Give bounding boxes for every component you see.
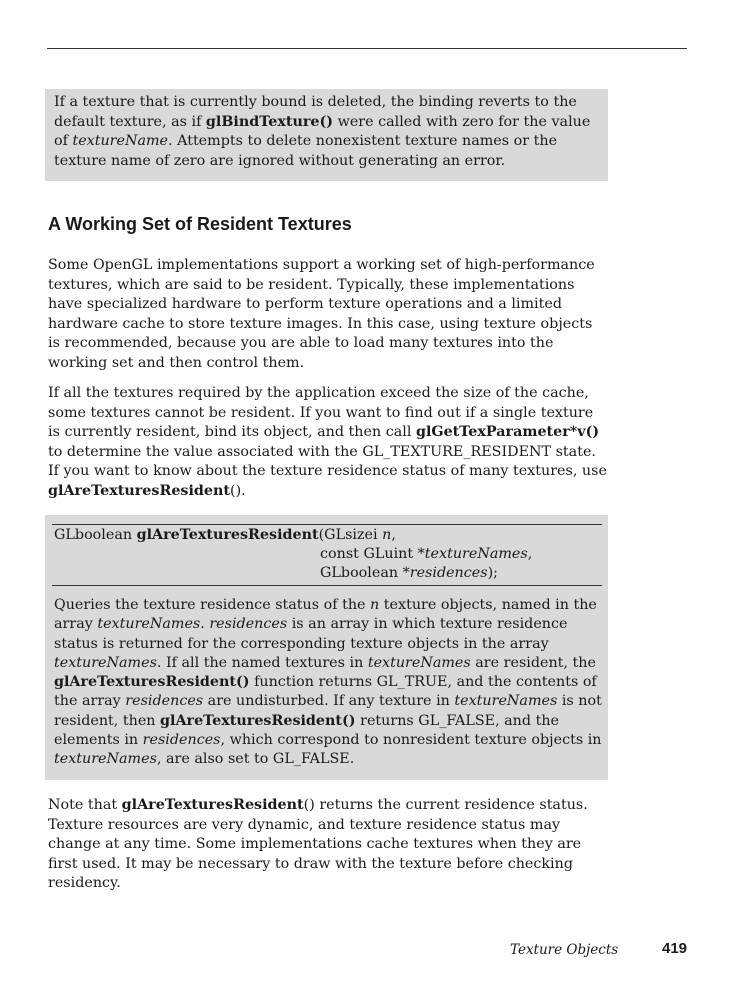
parameter-name: textureNames <box>454 693 558 710</box>
note-text: If a texture that is currently bound is deleted, the binding reverts to the default texture, as if <box>54 94 577 130</box>
signature-line-3 <box>320 564 498 584</box>
signature-line-1 <box>54 526 396 546</box>
function-name: glBindTexture() <box>205 113 334 130</box>
description-text: are undisturbed. If any texture in <box>203 693 455 710</box>
function-name: glAreTexturesResident <box>136 527 319 543</box>
function-description <box>54 596 602 770</box>
description-text: Queries the texture residence status of the <box>54 597 371 613</box>
parameter-name: textureNames <box>97 616 201 633</box>
note-text: . Attempts to delete nonexistent texture names or the texture name of zero are ignored without generating an error. <box>54 133 558 169</box>
function-name: glAreTexturesResident() <box>54 674 250 691</box>
signature-text: , <box>391 527 396 543</box>
parameter-type: GLboolean <box>320 565 403 581</box>
section-heading: A Working Set of Resident Textures <box>48 214 352 234</box>
function-name: glAreTexturesResident <box>48 482 230 499</box>
parameter-name: residences <box>142 732 221 749</box>
function-definition-box <box>45 515 608 780</box>
paragraph-resident-textures: Some OpenGL implementations support a working set of high-performance textures, which are said to be resident. Typically, these implementations have specialized hardware to perform texture operations and a limited hardware cache to store texture images. In this case, using texture objects is recommended, because you are able to load many textures into the working set and then control them. <box>48 257 595 371</box>
function-name: glAreTexturesResident() <box>160 712 356 729</box>
description-text: , are also set to GL_FALSE. <box>156 751 355 768</box>
description-text: function returns GL_TRUE, and the contents of the array <box>54 674 597 710</box>
header-rule <box>47 48 687 49</box>
note-box <box>45 89 608 181</box>
paragraph-text: Note that <box>48 797 122 813</box>
description-text: texture objects, named in the array <box>54 597 597 633</box>
paragraph-text: If all the textures required by the application exceed the size of the cache, some textures cannot be resident. If you want to find out if a single texture is currently resident, bind its object, and then call <box>48 385 594 440</box>
note-text: were called with zero for the value of <box>54 113 591 149</box>
parameter-name: textureName <box>72 133 169 149</box>
return-type: GLboolean <box>54 527 137 543</box>
description-text: are resident, the <box>470 654 596 671</box>
parameter-type: const GLuint <box>320 546 418 562</box>
signature-text: , <box>527 546 533 562</box>
signature-text: (GLsizei <box>318 527 383 543</box>
description-text: . <box>200 616 210 633</box>
description-text: is an array in which texture residence status is returned for the corresponding texture objects in the array <box>54 616 568 652</box>
paragraph-text: () returns the current residence status. Texture resources are very dynamic, and texture residence status may change at any time. Some implementations cache textures when they are first used. It may be necessary to draw with the texture before checking residency. <box>48 797 588 891</box>
signature-bottom-rule <box>52 585 602 586</box>
description-text: is not resident, then <box>54 693 602 729</box>
signature-text: ); <box>487 565 498 581</box>
parameter-name: n <box>370 597 380 613</box>
paragraph-text: to determine the value associated with the GL_TEXTURE_RESIDENT state. If you want to know about the texture residence status of many textures, use <box>48 443 607 479</box>
paragraph-cache <box>48 384 608 501</box>
function-name: glGetTexParameter*v() <box>415 424 600 440</box>
description-text: . If all the named textures in <box>156 654 368 671</box>
paragraph-residence-status <box>48 796 608 894</box>
parameter-name: textureNames <box>54 654 157 671</box>
signature-line-2 <box>320 545 532 565</box>
paragraph-text: (). <box>230 482 246 499</box>
parameter-name: textureNames <box>54 751 157 768</box>
parameter-name: textureNames <box>367 654 471 671</box>
parameter-name: n <box>382 527 392 543</box>
parameter-name: residences <box>125 693 204 710</box>
parameter-name: residences <box>209 616 288 633</box>
page-number: 419 <box>662 940 688 957</box>
signature-top-rule <box>52 524 602 525</box>
parameter-name: *residences <box>402 565 488 581</box>
footer-chapter-title: Texture Objects <box>510 942 619 958</box>
parameter-name: *textureNames <box>417 546 528 562</box>
function-name: glAreTexturesResident <box>121 797 304 813</box>
description-text: returns GL_FALSE, and the elements in <box>54 712 559 749</box>
description-text: , which correspond to nonresident texture objects in <box>220 732 602 749</box>
